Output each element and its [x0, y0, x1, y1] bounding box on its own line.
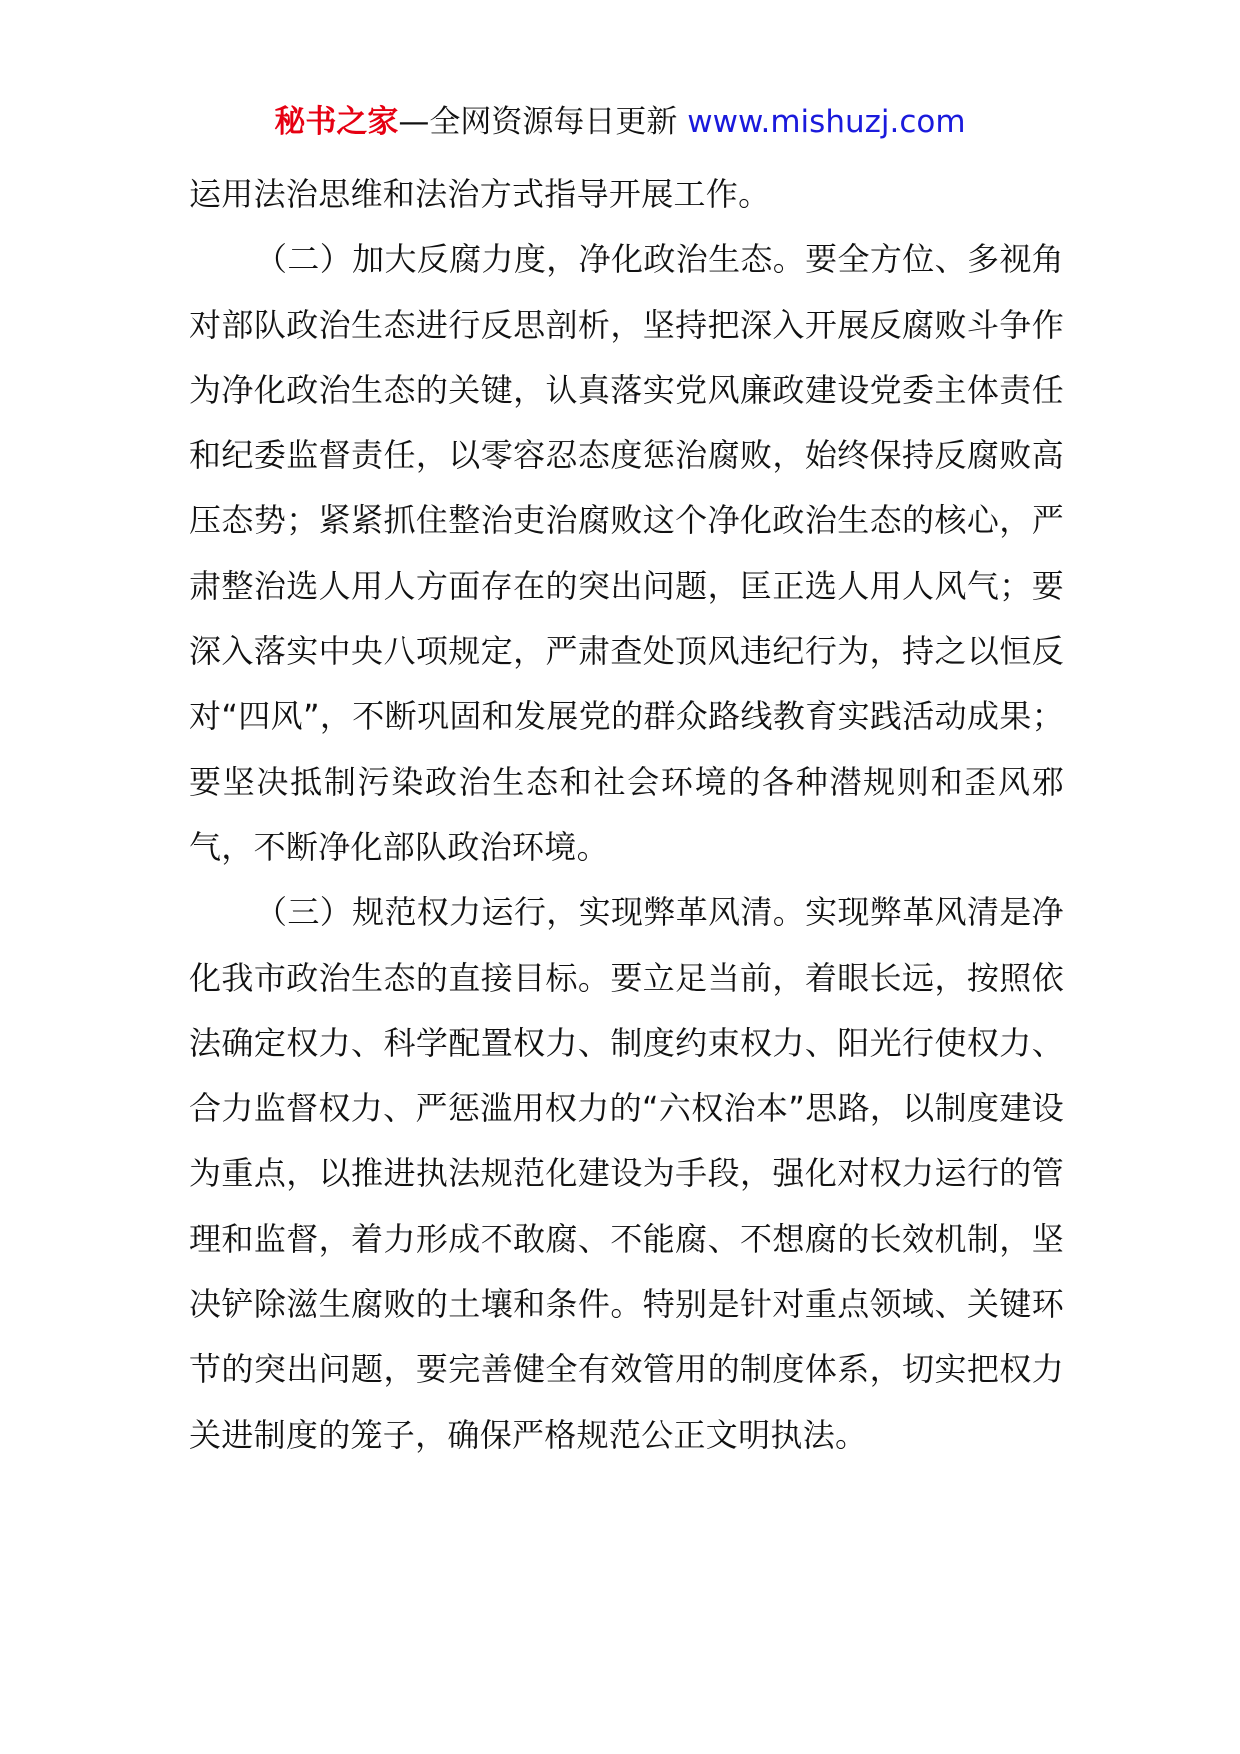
watermark-header [0, 100, 1240, 144]
paragraph-section-two: （二）加大反腐力度，净化政治生态。要全方位、多视角对部队政治生态进行反思剖析，坚持把深入开展反腐败斗争作为净化政治生态的关键，认真落实党风廉政建设党委主体责任和纪委监督责任，以零容忍态度惩治腐败，始终保持反腐败高压态势；紧紧抓住整治吏治腐败这个净化政治生态的核心，严肃整治选人用人方面存在的突出问题，匡正选人用人风气；要深入落实中央八项规定，严肃查处顶风违纪行为，持之以恒反对“四风”，不断巩固和发展党的群众路线教育实践活动成果；要坚决抵制污染政治生态和社会环境的各种潜规则和歪风邪气，不断净化部队政治环境。 [189, 240, 1064, 866]
brand-name: 秘书之家 [274, 104, 399, 140]
paragraph-section-three: （三）规范权力运行，实现弊革风清。实现弊革风清是净化我市政治生态的直接目标。要立足当前，着眼长远，按照依法确定权力、科学配置权力、制度约束权力、阳光行使权力、合力监督权力、严惩滥用权力的“六权治本”思路，以制度建设为重点，以推进执法规范化建设为手段，强化对权力运行的管理和监督，着力形成不敢腐、不能腐、不想腐的长效机制，坚决铲除滋生腐败的土壤和条件。特别是针对重点领域、关键环节的突出问题，要完善健全有效管用的制度体系，切实把权力关进制度的笼子，确保严格规范公正文明执法。 [189, 893, 1064, 1454]
website-link[interactable]: www.mishuzj.com [687, 104, 966, 140]
paragraph-continuation: 运用法治思维和法治方式指导开展工作。 [189, 175, 771, 213]
header-slogan: —全网资源每日更新 [398, 104, 678, 140]
document-body [189, 162, 1064, 1468]
